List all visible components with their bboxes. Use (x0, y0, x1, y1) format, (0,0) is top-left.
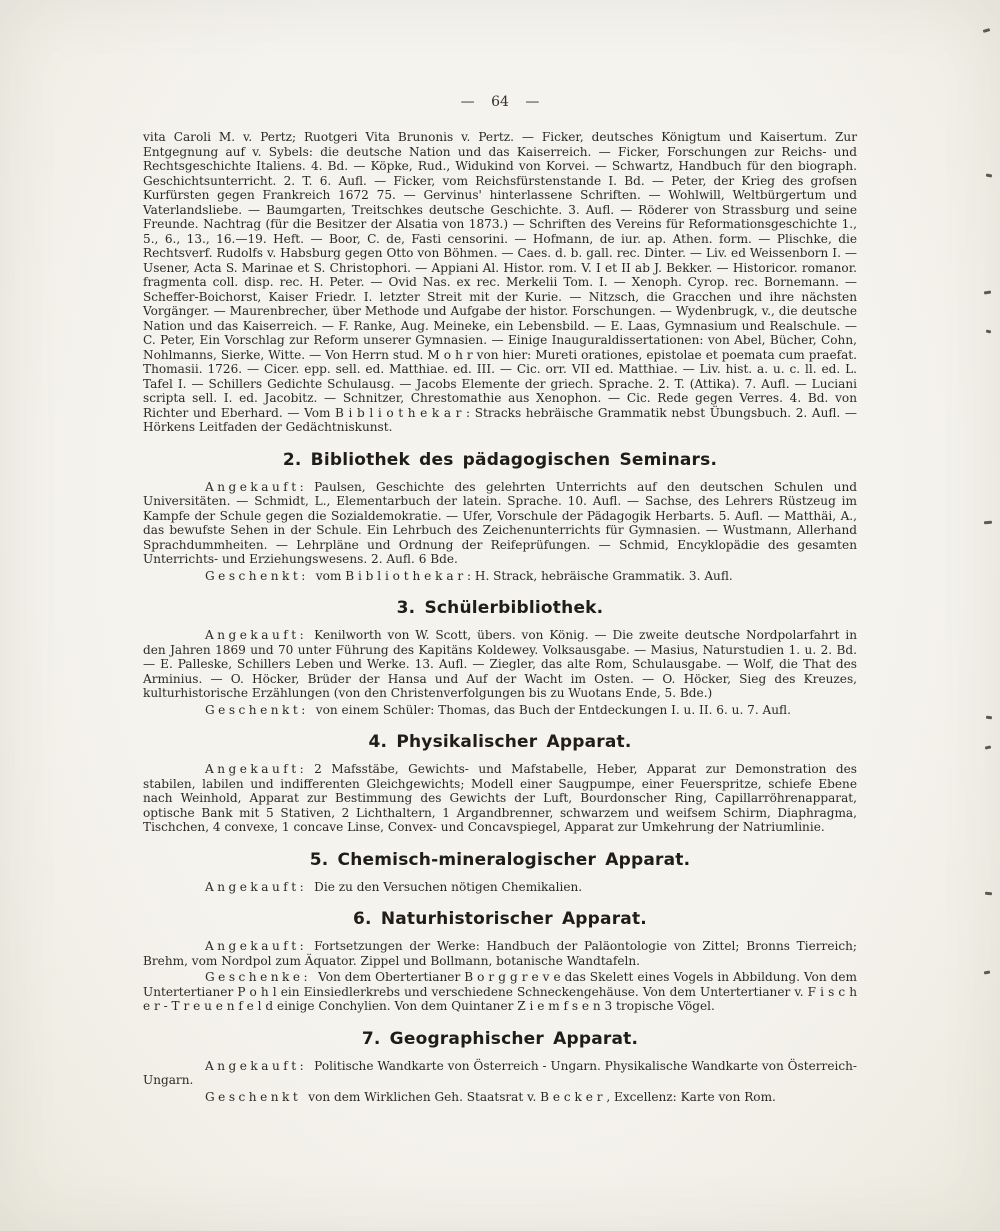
paragraph-text: von einem Schüler: Thomas, das Buch der Entdeckungen I. u. II. 6. u. 7. Aufl. (315, 702, 791, 717)
paragraph-text: Die zu den Versuchen nötigen Chemikalien. (314, 879, 583, 894)
scan-speck (984, 291, 991, 295)
section-title-physikalischer-apparat: 4. Physikalischer Apparat. (368, 732, 632, 752)
section-title-geographischer-apparat: 7. Geographischer Apparat. (361, 1028, 639, 1049)
section-paragraph (143, 762, 857, 835)
paragraph-lead: Geschenkt: (205, 568, 309, 583)
scan-speck (985, 745, 991, 749)
paragraph-lead: Angekauft: (205, 628, 308, 642)
section-paragraph (143, 1090, 857, 1105)
scan-speck (984, 521, 992, 525)
paragraph-text: Kenilworth von W. Scott, übers. von König. — Die zweite deutsche Nordpolarfahrt in den Jahren 1869 und 70 unter Führung des Kapitäns Koldewey. Volksausgabe. — Masius, Naturstudien 1. u. 2. Bd. — E. Palleske, Schillers Leben und Werke. 13. Aufl. — Ziegler, das alte Rom, Schulausgabe. — Wolf, die That des Arminius. — O. Höcker, Brüder der Hansa und Auf der Wacht im Osten. — O. Höcker, Sieg des Kreuzes, kulturhistorische Erzählungen (von den Christenverfolgungen bis zu Wuotans Ende, 5. Bde.) (143, 628, 857, 700)
paragraph-text: 2 Mafsstäbe, Gewichts- und Mafstabelle, Heber, Apparat zur Demonstration des stabilen, labilen und indifferenten Gleichgewichts; Modell einer Saugpumpe, einer Feuerspritze, schiefe Ebene nach Weinhold, Apparat zur Bestimmung des Gewichts der Luft, Bourdonscher Ring, Capillarröhrenapparat, optische Bank mit 5 Stativen, 2 Lichthaltern, 1 Argandbrenner, schwarzem und weifsem Schirm, Diaphragma, Tischchen, 4 convexe, 1 concave Linse, Convex- und Concavspiegel, Apparat zur Umkehrung der Natriumlinie. (143, 762, 857, 834)
scan-speck (984, 971, 990, 975)
paragraph-lead: Angekauft: (205, 762, 308, 776)
paragraph-lead: Angekauft: (205, 1058, 308, 1073)
continuation-paragraph: vita Caroli M. v. Pertz; Ruotgeri Vita Brunonis v. Pertz. — Ficker, deutsches Königtum und Kaisertum. Zur Entgegnung auf v. Sybels: die deutsche Nation und das Kaiserreich. — Ficker, Forschungen zur Reichs- und Rechtsgeschichte Italiens. 4. Bd. — Köpke, Rud., Widukind von Korvei. — Schwartz, Handbuch für den biograph. Geschichtsunterricht. 2. T. 6. Aufl. — Ficker, vom Reichsfürstenstande I. Bd. — Peter, der Krieg des grofsen Kurfürsten gegen Frankreich 1672 75. — Gervinus' hinterlassene Schriften. — Wohlwill, Weltbürgertum und Vaterlandsliebe. — Baumgarten, Treitschkes deutsche Geschichte. 3. Aufl. — Röderer von Strassburg und seine Freunde. Nachtrag (für die Besitzer der Alsatia von 1873.) — Schriften des Vereins für Reformationsgeschichte 1., 5., 6., 13., 16.—19. Heft. — Boor, C. de, Fasti censorini. — Hofmann, de iur. ap. Athen. form. — Plischke, die Rechtsverf. Rudolfs v. Habsburg gegen Otto von Böhmen. — Caes. d. b. gall. rec. Dinter. — Liv. ed Weissenborn I. — Usener, Acta S. Marinae et S. Christophori. — Appiani Al. Histor. rom. V. I et II ab J. Bekker. — Historicor. romanor. fragmenta coll. disp. rec. H. Peter. — Ovid Nas. ex rec. Merkelii Tom. I. — Xenoph. Cyrop. rec. Bornemann. — Scheffer-Boichorst, Kaiser Friedr. I. letzter Streit mit der Kurie. — Nitzsch, die Gracchen und ihre nächsten Vorgänger. — Maurenbrecher, über Methode und Aufgabe der histor. Forschungen. — Wydenbrugk, v., die deutsche Nation und das Kaiserreich. — F. Ranke, Aug. Meineke, ein Lebensbild. — E. Laas, Gymnasium und Realschule. — C. Peter, Ein Vorschlag zur Reform unserer Gymnasien. — Einige Inauguraldissertationen: von Abel, Bücher, Cohn, Nohlmanns, Sierke, Witte. — Von Herrn stud. M o h r von hier: Mureti orationes, epistolae et poemata cum praefat. Thomasii. 1726. — Cicer. epp. sell. ed. Matthiae. ed. III. — Cic. orr. VII ed. Matthiae. — Liv. hist. a. u. c. ll. ed. L. Tafel I. — Schillers Gedichte Schulausg. — Jacobs Elemente der griech. Sprache. 2. T. (Attika). 7. Aufl. — Luciani scripta sell. I. ed. Jacobitz. — Schnitzer, Chrestomathie aus Xenophon. — Cic. Rede gegen Verres. 4. Bd. von Richter und Eberhard. — Vom B i b l i o t h e k a r : Stracks hebräische Grammatik nebst Übungsbuch. 2. Aufl. — Hörkens Leitfaden der Gedächtniskunst. (143, 130, 857, 434)
scan-speck (983, 28, 991, 33)
paragraph-text: Paulsen, Geschichte des gelehrten Unterrichts auf den deutschen Schulen und Universitäten. — Schmidt, L., Elementarbuch der latein. Sprache. 10. Aufl. — Sachse, des Lehrers Rüstzeug im Kampfe der Schule gegen die Sozialdemokratie. — Ufer, Vorschule der Pädagogik Herbarts. 5. Aufl. — Matthäi, A., das bewufste Sehen in der Schule. Ein Lehrbuch des Zeichenunterrichts für Gymnasien. — Wustmann, Allerhand Sprachdummheiten. — Lehrpläne und Ordnung der Reifeprüfungen. — Schmid, Encyklopädie des gesamten Unterrichts- und Erziehungswesens. 2. Aufl. 6 Bde. (143, 479, 857, 566)
text-column (143, 94, 857, 1106)
paragraph-lead: Angekauft: (205, 879, 308, 894)
section-title-schuelerbibliothek: 3. Schülerbibliothek. (396, 598, 604, 618)
section-title-naturhistorischer-apparat: 6. Naturhistorischer Apparat. (353, 909, 647, 929)
scan-speck (986, 716, 992, 720)
section-title-chemisch-mineralogischer-apparat: 5. Chemisch-mineralogischer Apparat. (309, 849, 691, 870)
section-paragraph (143, 628, 857, 701)
scan-speck (986, 174, 992, 178)
section-paragraph (143, 1059, 857, 1088)
section-paragraph (143, 939, 857, 968)
paragraph-text: von dem Wirklichen Geh. Staatsrat v. B e c k e r , Excellenz: Karte von Rom. (308, 1089, 776, 1104)
paragraph-text: vom B i b l i o t h e k a r : H. Strack, hebräische Grammatik. 3. Aufl. (315, 568, 733, 583)
paragraph-text: Fortsetzungen der Werke: Handbuch der Paläontologie von Zittel; Bronns Tierreich; Brehm, vom Nordpol zum Äquator. Zippel und Bollmann, botanische Wandtafeln. (143, 939, 857, 968)
paragraph-lead: Geschenke: (205, 970, 312, 984)
section-paragraph (143, 703, 857, 718)
paragraph-text: Von dem Obertertianer B o r g g r e v e das Skelett eines Vogels in Abbildung. Von dem Untertertianer P o h l ein Einsiedlerkrebs und verschiedene Schneckengehäuse. Von dem Untertertianer v. F i s c h e r - T r e u e n f e l d einige Conchylien. Von dem Quintaner Z i e m f s e n 3 tropische Vögel. (143, 970, 857, 1013)
section-title-bibliothek-seminars: 2. Bibliothek des pädagogischen Seminars. (282, 449, 718, 470)
paragraph-lead: Angekauft: (205, 939, 308, 953)
paragraph-lead: Geschenkt (205, 1089, 302, 1104)
section-paragraph (143, 569, 857, 584)
scan-speck (985, 892, 992, 896)
scan-speck (986, 330, 992, 334)
paragraph-text: Politische Wandkarte von Österreich - Ungarn. Physikalische Wandkarte von Österreich-Ungarn. (143, 1058, 857, 1087)
section-paragraph (143, 880, 857, 895)
section-paragraph (143, 480, 857, 567)
paragraph-lead: Geschenkt: (205, 702, 309, 717)
paragraph-lead: Angekauft: (205, 479, 308, 494)
section-paragraph (143, 970, 857, 1014)
page-number: — 64 — (460, 94, 540, 110)
